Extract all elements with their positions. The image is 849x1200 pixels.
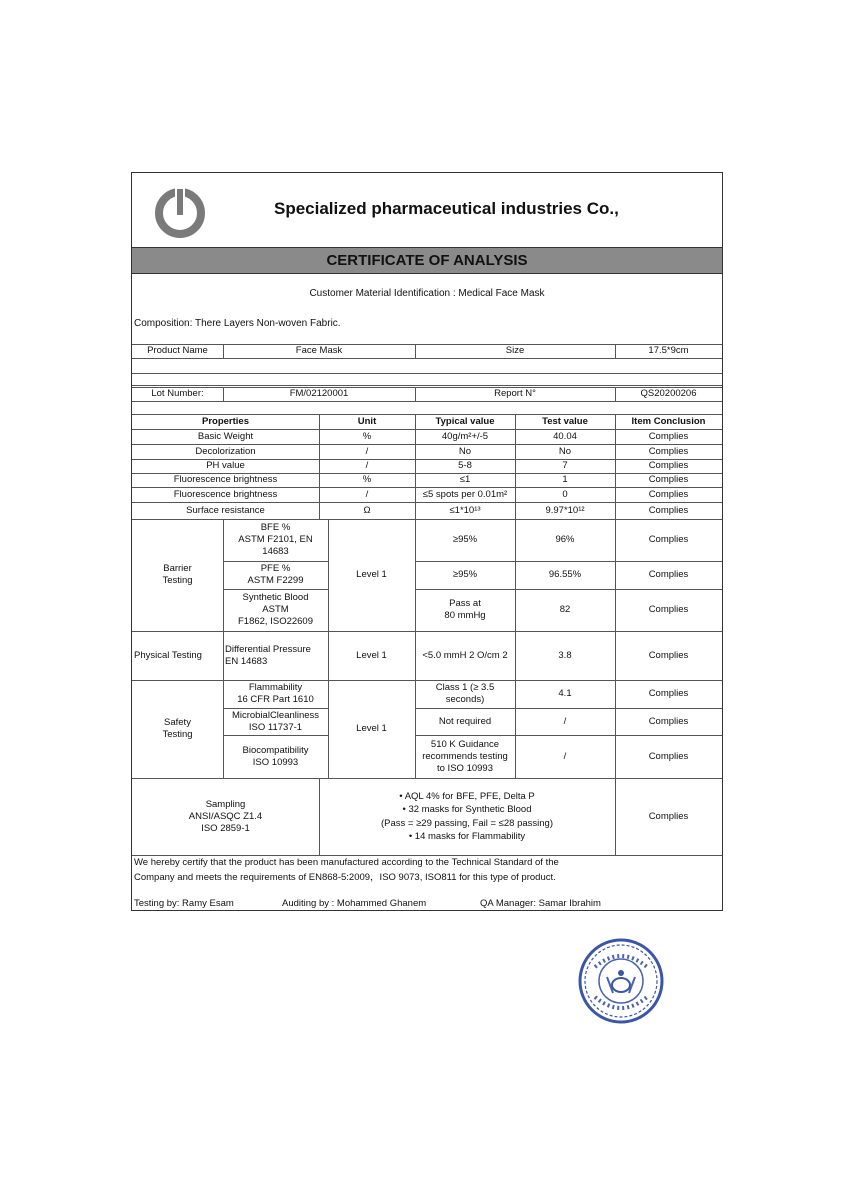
row-property: Fluorescence brightness [173, 488, 278, 500]
row-typical: No [458, 445, 472, 457]
report-label: Report N° [494, 388, 536, 399]
auditing-by: Auditing by : Mohammed Ghanem [282, 898, 427, 909]
lot-number-value: FM/02120001 [289, 388, 349, 399]
report-value: QS20200206 [640, 388, 697, 399]
differential-pressure-name: Differential Pressure EN 14683 [225, 643, 311, 667]
product-name-label: Product Name [147, 345, 208, 356]
title-band [132, 247, 722, 274]
pfe-test-name: PFE % ASTM F2299 [247, 563, 304, 586]
row-typical: ≤1*10¹³ [449, 504, 481, 516]
bfe-test: 96% [555, 534, 575, 545]
header-test-value: Test value [542, 415, 588, 427]
biocompatibility-typical: 510 K Guidance recommends testing to ISO 10993 [422, 738, 508, 774]
microbial-cleanliness-test: / [563, 715, 567, 727]
row-property: Surface resistance [186, 504, 265, 516]
product-name-value: Face Mask [295, 345, 343, 356]
certificate-document [131, 172, 723, 911]
row-test: 7 [562, 460, 568, 471]
microbial-cleanliness-typical: Not required [438, 715, 492, 727]
synthetic-blood-typical: Pass at 80 mmHg [444, 598, 486, 621]
barrier-level: Level 1 [356, 569, 387, 580]
differential-pressure-test: 3.8 [558, 649, 572, 661]
sampling-details: • AQL 4% for BFE, PFE, Delta P • 32 masks for Synthetic Blood (Pass = ≥29 passing, Fail = ≤28 passing) • 14 masks for Flammability [380, 790, 554, 842]
row-test: 9.97*10¹² [545, 504, 585, 516]
certification-line-1: We hereby certify that the product has been manufactured according to the Technical Standard of the [134, 857, 559, 868]
sampling-conclusion: Complies [648, 810, 689, 822]
barrier-testing-group: Barrier Testing [162, 563, 193, 586]
row-conclusion: Complies [648, 488, 689, 500]
flammability-test: 4.1 [558, 688, 572, 699]
row-unit: / [365, 460, 369, 471]
biocompatibility-name: Biocompatibility ISO 10993 [242, 744, 309, 768]
row-conclusion: Complies [648, 504, 689, 516]
row-conclusion: Complies [648, 460, 689, 471]
pfe-typical: ≥95% [452, 569, 478, 580]
certification-statement [134, 855, 719, 885]
row-test: 0 [562, 488, 568, 500]
differential-pressure-typical: <5.0 mmH 2 O/cm 2 [422, 649, 508, 661]
lot-number-label: Lot Number: [151, 388, 204, 399]
safety-level: Level 1 [356, 723, 387, 734]
flammability-conclusion: Complies [648, 688, 689, 699]
size-label: Size [505, 345, 525, 356]
flammability-name: Flammability 16 CFR Part 1610 [237, 682, 314, 705]
row-conclusion: Complies [648, 445, 689, 457]
row-typical: 5-8 [458, 460, 472, 471]
row-unit: Ω [363, 504, 371, 516]
biocompatibility-conclusion: Complies [648, 750, 689, 762]
qa-manager: QA Manager: Samar Ibrahim [480, 898, 601, 909]
row-conclusion: Complies [648, 474, 689, 485]
row-unit: / [365, 488, 369, 500]
row-typical: ≤5 spots per 0.01m² [422, 488, 508, 500]
bfe-typical: ≥95% [452, 534, 478, 545]
pfe-test: 96.55% [548, 569, 582, 580]
certification-line-2: Company and meets the requirements of EN868-5:2009，ISO 9073, ISO811 for this type of product. [134, 872, 556, 883]
row-property: PH value [206, 460, 245, 471]
row-typical: 40g/m²+/-5 [441, 430, 489, 442]
company-name: Specialized pharmaceutical industries Co., [274, 199, 619, 218]
row-unit: / [365, 445, 369, 457]
composition-text: Composition: There Layers Non-woven Fabric. [134, 318, 341, 329]
flammability-typical: Class 1 (≥ 3.5 seconds) [435, 682, 495, 705]
bfe-conclusion: Complies [648, 534, 689, 545]
differential-pressure-conclusion: Complies [648, 649, 689, 661]
row-property: Decolorization [195, 445, 256, 457]
synthetic-blood-conclusion: Complies [648, 604, 689, 615]
synthetic-blood-test: 82 [559, 604, 571, 615]
header-unit: Unit [357, 415, 377, 427]
testing-by: Testing by: Ramy Esam [134, 898, 234, 909]
synthetic-blood-test-name: Synthetic Blood ASTM F1862, ISO22609 [238, 592, 313, 627]
pfe-conclusion: Complies [648, 569, 689, 580]
row-property: Basic Weight [197, 430, 254, 442]
sampling-standard: Sampling ANSI/ASQC Z1.4 ISO 2859-1 [188, 798, 263, 834]
row-test: 40.04 [553, 430, 577, 442]
size-value: 17.5*9cm [648, 345, 689, 356]
bfe-test-name: BFE % ASTM F2101, EN 14683 [238, 522, 313, 557]
document-title: CERTIFICATE OF ANALYSIS [326, 252, 528, 269]
row-unit: % [362, 430, 372, 442]
row-test: 1 [562, 474, 568, 485]
row-unit: % [362, 474, 372, 485]
safety-testing-group: Safety Testing [162, 717, 193, 740]
microbial-cleanliness-name: MicrobialCleanliness ISO 11737-1 [231, 709, 320, 733]
biocompatibility-test: / [563, 750, 567, 762]
physical-level: Level 1 [356, 649, 387, 661]
row-typical: ≤1 [459, 474, 471, 485]
header-typical-value: Typical value [435, 415, 495, 427]
company-stamp [577, 937, 665, 1025]
header-item-conclusion: Item Conclusion [631, 415, 706, 427]
microbial-cleanliness-conclusion: Complies [648, 715, 689, 727]
row-test: No [558, 445, 572, 457]
row-property: Fluorescence brightness [173, 474, 278, 485]
company-logo [152, 183, 208, 239]
physical-testing-group: Physical Testing [134, 649, 202, 661]
header-properties: Properties [202, 415, 249, 427]
customer-material-id: Customer Material Identification : Medical Face Mask [309, 288, 545, 299]
row-conclusion: Complies [648, 430, 689, 442]
